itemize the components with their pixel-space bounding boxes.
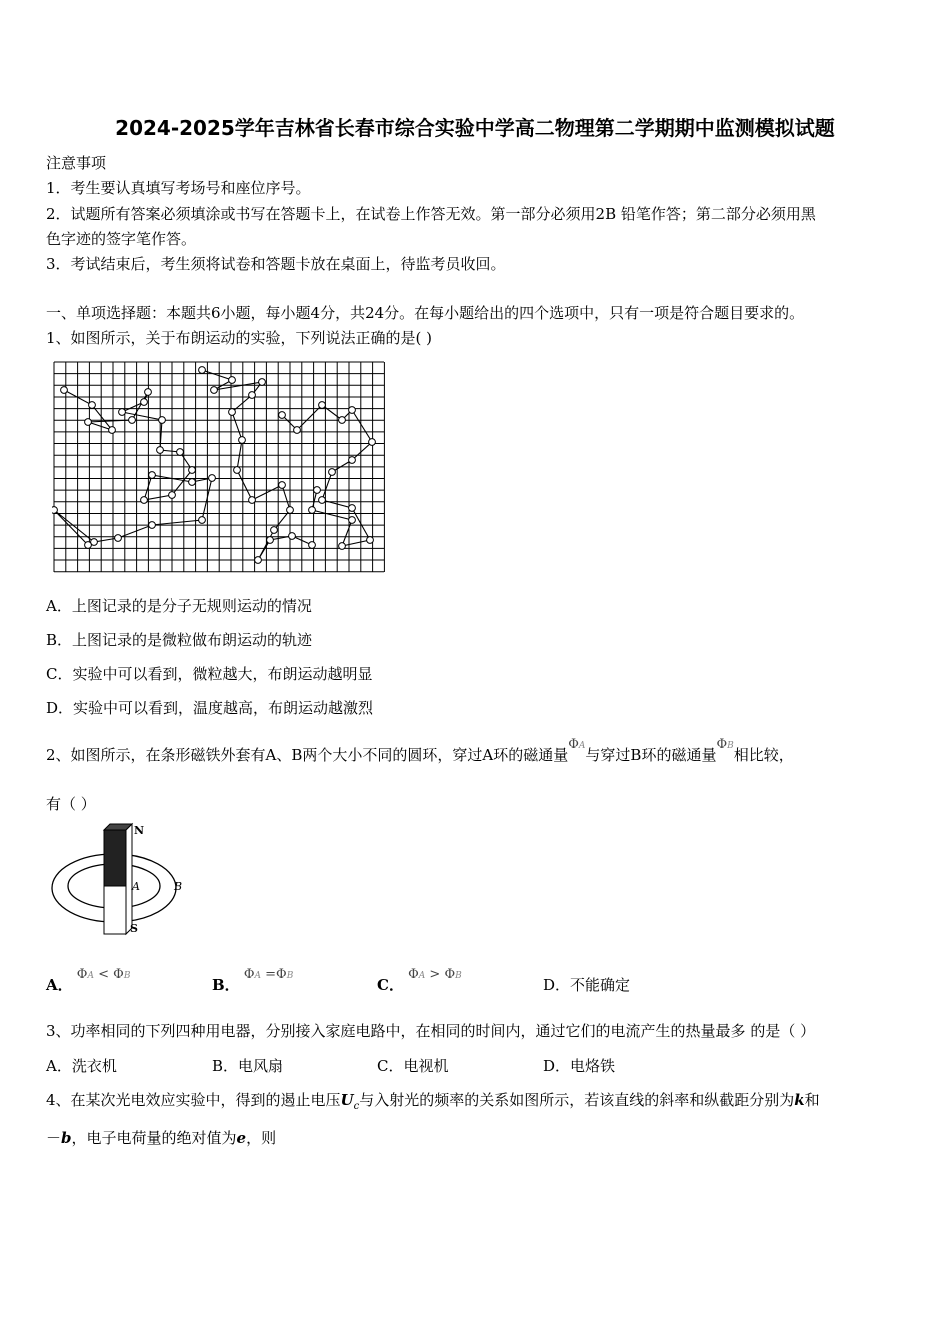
svg-text:A: A [132, 880, 140, 893]
particle-position [149, 472, 156, 479]
brownian-motion-figure [52, 360, 390, 576]
particle-position [239, 437, 246, 444]
particle-position [177, 449, 184, 456]
particle-position [211, 387, 218, 394]
particle-position [157, 447, 164, 454]
particle-position [349, 407, 356, 414]
particle-position [89, 402, 96, 409]
magnet-rings-figure [48, 820, 198, 940]
particle-position [339, 543, 346, 550]
q2-option-d: D．不能确定 [543, 976, 631, 994]
particle-position [115, 535, 122, 542]
particle-position [149, 522, 156, 529]
question-4-stem: 4、在某次光电效应实验中，得到的遏止电压$U_c$与入射光的频率的关系如图所示，若该直线的斜率和纵截距分别为k和 [46, 1091, 820, 1112]
particle-position [199, 517, 206, 524]
particle-position [145, 389, 152, 396]
page-title: 2024-2025学年吉林省长春市综合实验中学高二物理第二学期期中监测模拟试题 [115, 116, 835, 140]
particle-position [249, 392, 256, 399]
notes-heading: 注意事项 [46, 154, 107, 172]
particle-position [119, 409, 126, 416]
particle-position [234, 467, 241, 474]
particle-position [229, 409, 236, 416]
phi-b-symbol: ΦB [716, 737, 734, 752]
svg-text:B: B [174, 880, 183, 893]
stem-text: 2、如图所示，在条形磁铁外套有A、B两个大小不同的圆环，穿过A环的磁通量 [46, 746, 569, 764]
particle-position [319, 497, 326, 504]
q2-option-c: C． ΦA > ΦB [377, 967, 462, 994]
particle-position [159, 417, 166, 424]
particle-path [202, 370, 312, 560]
svg-text:S: S [130, 922, 138, 935]
particle-position [329, 469, 336, 476]
question-1-stem: 1、如图所示，关于布朗运动的实验，下列说法正确的是( ) [46, 329, 433, 347]
question-2-stem [46, 737, 794, 765]
q1-option-d: D．实验中可以看到，温度越高，布朗运动越激烈 [46, 699, 374, 717]
note-item: 3．考试结束后，考生须将试卷和答题卡放在桌面上，待监考员收回。 [46, 255, 506, 273]
question-2-stem-cont: 有（ ） [46, 795, 96, 813]
particle-position [369, 439, 376, 446]
q1-option-c: C．实验中可以看到，微粒越大，布朗运动越明显 [46, 665, 373, 683]
particle-position [129, 417, 136, 424]
stem-text: 相比较， [733, 746, 794, 764]
particle-position [199, 367, 206, 374]
particle-position [309, 507, 316, 514]
q1-option-b: B．上图记录的是微粒做布朗运动的轨迹 [46, 631, 313, 649]
note-item: 2．试题所有答案必须填涂或书写在答题卡上，在试卷上作答无效。第一部分必须用2B 铅笔作答；第二部分必须用黑 [46, 205, 816, 223]
particle-position [319, 402, 326, 409]
particle-position [61, 387, 68, 394]
particle-position [339, 417, 346, 424]
phi-a-symbol: ΦA [568, 737, 586, 752]
particle-position [279, 482, 286, 489]
particle-position [294, 427, 301, 434]
particle-position [85, 419, 92, 426]
section-heading: 一、单项选择题：本题共6小题，每小题4分，共24分。在每小题给出的四个选项中，只有一项是符合题目要求的。 [46, 304, 805, 322]
q3-option-c: C．电视机 [377, 1057, 449, 1075]
particle-position [109, 427, 116, 434]
question-3-stem: 3、功率相同的下列四种用电器，分别接入家庭电路中，在相同的时间内，通过它们的电流产生的热量最多 的是（ ） [46, 1022, 816, 1040]
q2-option-b: B． ΦA =ΦB [212, 967, 294, 994]
particle-position [267, 537, 274, 544]
particle-position [287, 507, 294, 514]
q3-option-a: A．洗衣机 [46, 1057, 117, 1075]
svg-text:N: N [134, 824, 145, 837]
particle-position [85, 542, 92, 549]
particle-position [209, 475, 216, 482]
q2-option-a: A． ΦA < ΦB [46, 967, 131, 994]
particle-position [314, 487, 321, 494]
particle-position [349, 457, 356, 464]
particle-position [289, 533, 296, 540]
particle-position [141, 497, 148, 504]
particle-position [279, 412, 286, 419]
note-item: 色字迹的签字笔作答。 [46, 230, 197, 248]
particle-position [367, 537, 374, 544]
q3-option-d: D．电烙铁 [543, 1057, 616, 1075]
particle-position [249, 497, 256, 504]
particle-position [189, 467, 196, 474]
particle-position [271, 527, 278, 534]
particle-position [259, 379, 266, 386]
particle-position [52, 507, 57, 514]
particle-position [189, 479, 196, 486]
particle-position [141, 399, 148, 406]
note-item: 1．考生要认真填写考场号和座位序号。 [46, 179, 311, 197]
particle-position [309, 542, 316, 549]
question-4-stem-cont: －b，电子电荷量的绝对值为e，则 [46, 1129, 277, 1147]
stem-text: 与穿过B环的磁通量 [585, 746, 717, 764]
q3-option-b: B．电风扇 [212, 1057, 284, 1075]
particle-position [229, 377, 236, 384]
particle-position [349, 505, 356, 512]
particle-position [349, 517, 356, 524]
q1-option-a: A．上图记录的是分子无规则运动的情况 [46, 597, 312, 615]
particle-position [255, 557, 262, 564]
particle-position [169, 492, 176, 499]
